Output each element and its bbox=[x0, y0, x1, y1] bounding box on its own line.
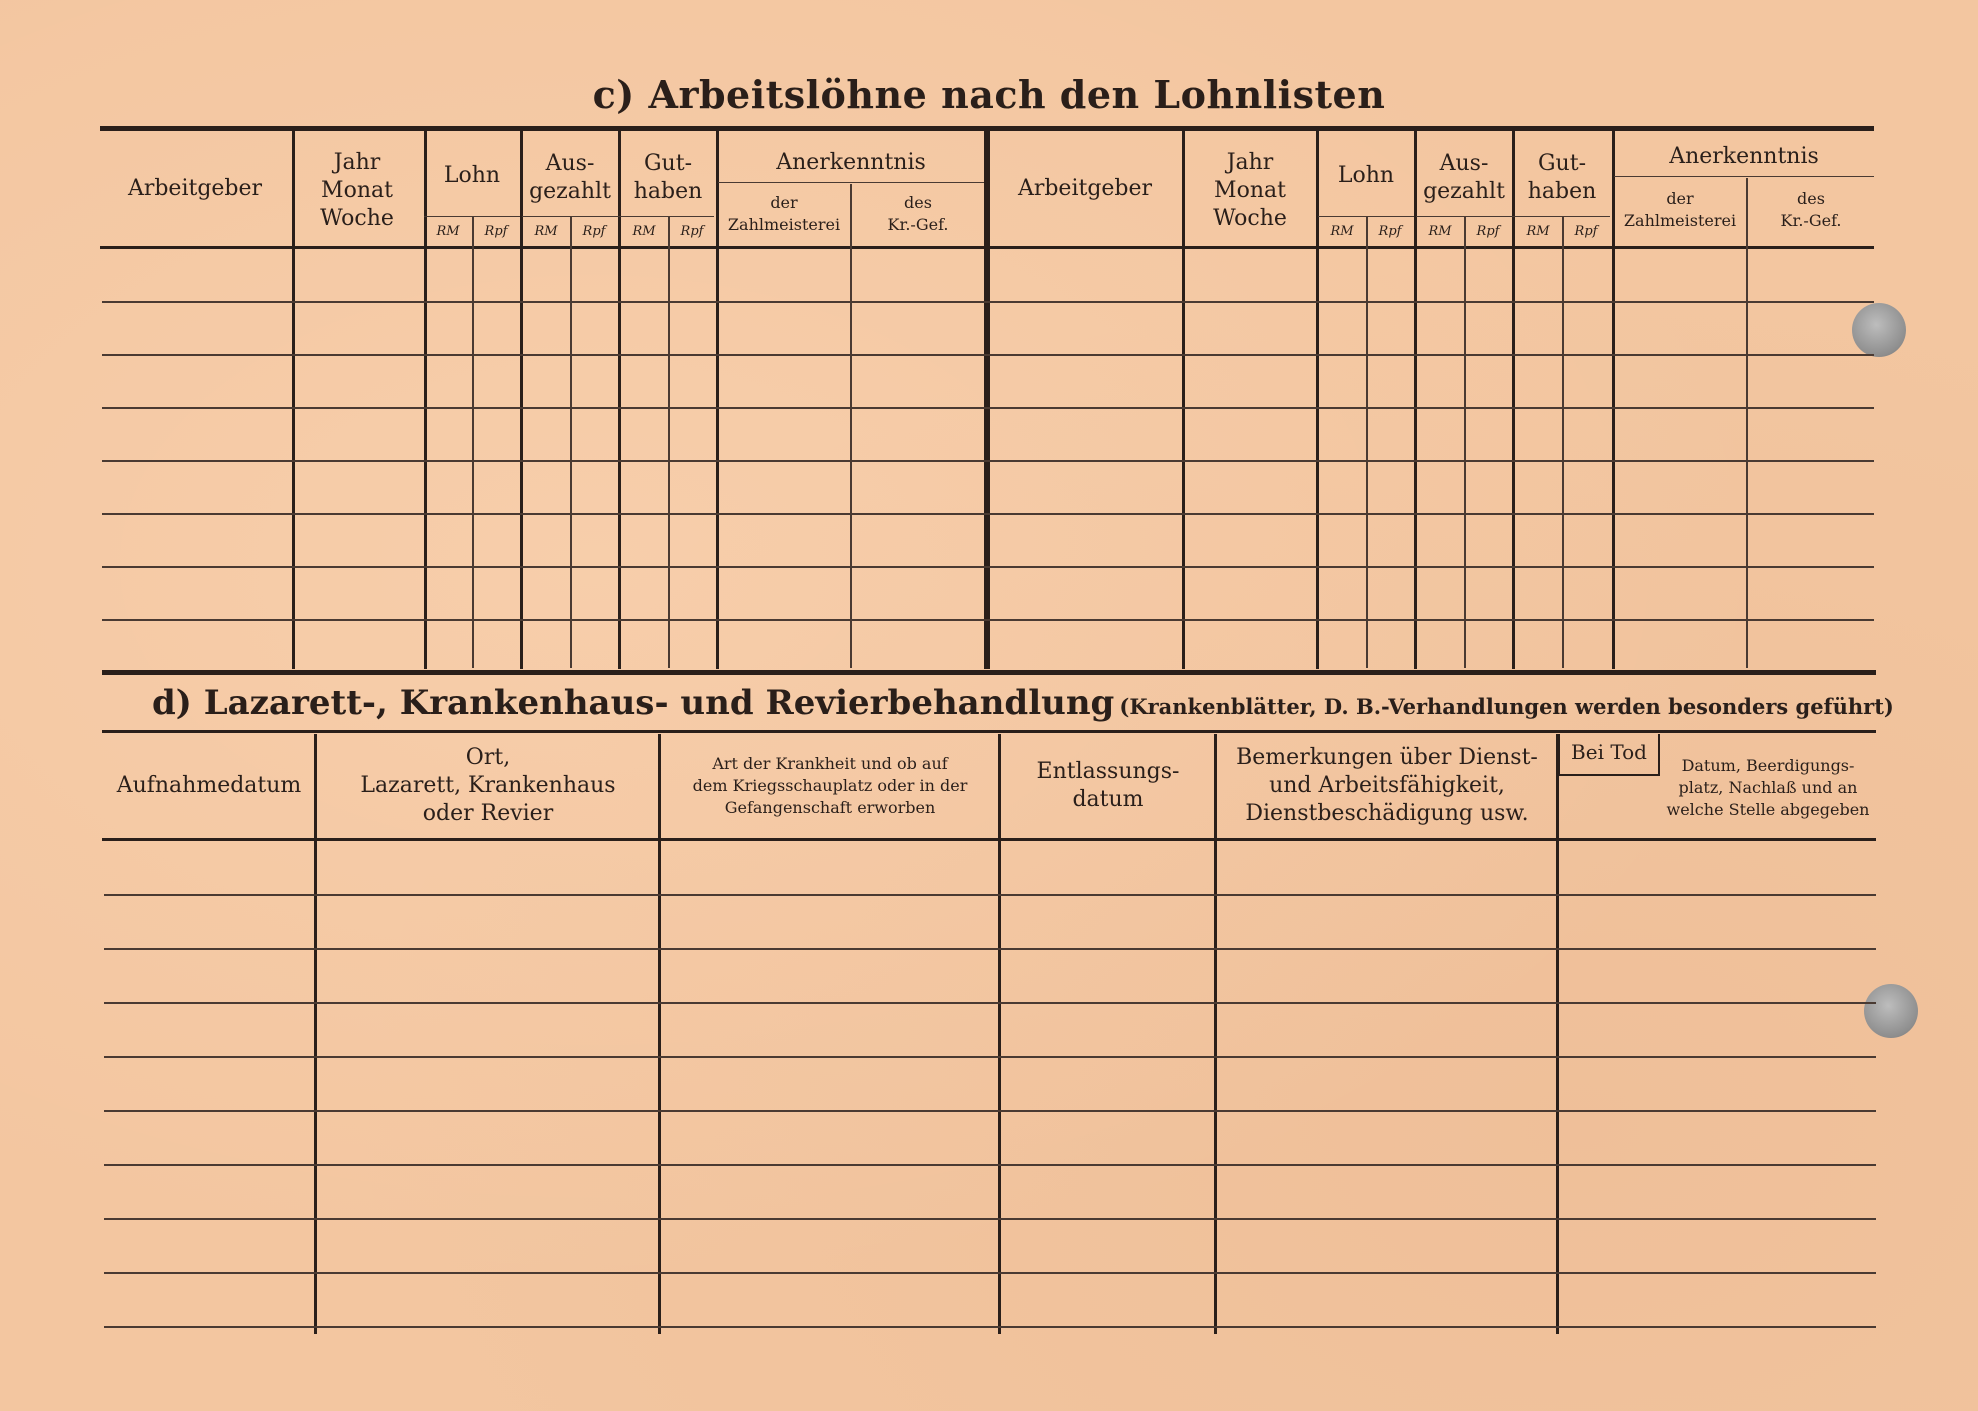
currency-subheader-rm: RM bbox=[1330, 224, 1354, 239]
col-header-datum-beerdigung: Datum, Beerdigungs- platz, Nachlaß und an welche Stelle abgegeben bbox=[1666, 756, 1870, 819]
column-rule bbox=[658, 734, 661, 1334]
col-header-art-der-krankheit: Art der Krankheit und ob auf dem Kriegsschauplatz oder in der Gefangenschaft erworben bbox=[692, 754, 968, 817]
currency-subheader-rpf: Rpf bbox=[1378, 224, 1402, 239]
row-rule bbox=[102, 566, 1874, 568]
col-header-bei-tod: Bei Tod bbox=[1558, 734, 1660, 776]
col-header-zahlmeisterei: der Zahlmeisterei bbox=[727, 193, 841, 234]
section-d-top-rule bbox=[102, 670, 1876, 675]
col-header-anerkenntnis: Anerkenntnis bbox=[776, 150, 926, 175]
row-rule bbox=[104, 1056, 1876, 1058]
col-header-zahlmeisterei-2: der Zahlmeisterei bbox=[1623, 189, 1737, 230]
subcolumn-rule bbox=[570, 216, 572, 668]
punch-hole-top bbox=[1852, 303, 1906, 357]
column-rule bbox=[1556, 734, 1559, 1334]
col-header-guthaben: Gut- haben bbox=[633, 151, 703, 204]
col-header-arbeitgeber: Arbeitgeber bbox=[127, 175, 263, 201]
row-rule bbox=[104, 1218, 1876, 1220]
currency-subheader-rpf: Rpf bbox=[484, 224, 508, 239]
col-header-kr-gef: des Kr.-Gef. bbox=[887, 193, 949, 234]
row-rule bbox=[102, 513, 1874, 515]
subcolumn-rule bbox=[472, 216, 474, 668]
subheader-rule bbox=[522, 216, 618, 217]
subheader-rule bbox=[1416, 216, 1512, 217]
currency-subheader-rm: RM bbox=[534, 224, 558, 239]
section-c-title: c) Arbeitslöhne nach den Lohnlisten bbox=[592, 72, 1386, 117]
subcolumn-rule bbox=[1464, 216, 1466, 668]
subcolumn-rule bbox=[1562, 216, 1564, 668]
subheader-rule bbox=[1318, 216, 1414, 217]
punch-hole-bottom bbox=[1864, 984, 1918, 1038]
currency-subheader-rpf: Rpf bbox=[680, 224, 704, 239]
row-rule bbox=[104, 1164, 1876, 1166]
currency-subheader-rpf: Rpf bbox=[1476, 224, 1500, 239]
row-rule bbox=[102, 407, 1874, 409]
row-rule bbox=[104, 1326, 1876, 1328]
col-header-ort: Ort, Lazarett, Krankenhaus oder Revier bbox=[360, 745, 616, 826]
subheader-rule bbox=[618, 216, 714, 217]
subcolumn-rule bbox=[850, 184, 852, 668]
column-rule bbox=[1316, 131, 1319, 669]
column-rule bbox=[314, 734, 317, 1334]
row-rule bbox=[102, 301, 1874, 303]
col-header-lohn-2: Lohn bbox=[1337, 163, 1395, 188]
currency-subheader-rpf: Rpf bbox=[1574, 224, 1598, 239]
col-header-bemerkungen: Bemerkungen über Dienst- und Arbeitsfähigkeit, Dienstbeschädigung usw. bbox=[1236, 745, 1538, 826]
subcolumn-rule bbox=[1366, 216, 1368, 668]
currency-subheader-rpf: Rpf bbox=[582, 224, 606, 239]
col-header-entlassungsdatum: Entlassungs- datum bbox=[1036, 759, 1180, 812]
col-header-jahr-monat-woche: Jahr Monat Woche bbox=[320, 150, 394, 231]
currency-subheader-rm: RM bbox=[436, 224, 460, 239]
row-rule bbox=[104, 948, 1876, 950]
row-rule bbox=[102, 460, 1874, 462]
subcolumn-rule bbox=[1746, 178, 1748, 668]
column-rule bbox=[424, 131, 427, 669]
col-header-ausgezahlt-2: Aus- gezahlt bbox=[1423, 151, 1505, 204]
section-d-note: (Krankenblätter, D. B.-Verhandlungen werden besonders geführt) bbox=[1119, 694, 1894, 719]
row-rule bbox=[104, 1110, 1876, 1112]
col-header-ausgezahlt: Aus- gezahlt bbox=[529, 151, 611, 204]
section-d-header-bottom-rule bbox=[102, 838, 1876, 841]
currency-subheader-rm: RM bbox=[1526, 224, 1550, 239]
col-header-anerkenntnis-2: Anerkenntnis bbox=[1669, 144, 1819, 169]
col-header-kr-gef-2: des Kr.-Gef. bbox=[1780, 189, 1842, 230]
currency-subheader-rm: RM bbox=[632, 224, 656, 239]
row-rule bbox=[102, 619, 1874, 621]
row-rule bbox=[102, 354, 1874, 356]
row-rule bbox=[104, 1272, 1876, 1274]
col-header-jahr-monat-woche-2: Jahr Monat Woche bbox=[1213, 150, 1287, 231]
col-header-guthaben-2: Gut- haben bbox=[1527, 151, 1597, 204]
section-d-heading bbox=[152, 683, 1894, 723]
subheader-rule bbox=[1614, 176, 1874, 177]
column-rule bbox=[998, 734, 1001, 1334]
subheader-rule bbox=[718, 182, 984, 183]
col-header-lohn: Lohn bbox=[443, 163, 501, 188]
col-header-aufnahmedatum: Aufnahmedatum bbox=[116, 773, 302, 798]
row-rule bbox=[104, 1002, 1876, 1004]
subheader-rule bbox=[424, 216, 520, 217]
subcolumn-rule bbox=[668, 216, 670, 668]
column-rule bbox=[1214, 734, 1217, 1334]
currency-subheader-rm: RM bbox=[1428, 224, 1452, 239]
section-d-header-top-rule bbox=[102, 730, 1876, 733]
subheader-rule bbox=[1512, 216, 1610, 217]
row-rule bbox=[104, 894, 1876, 896]
section-d-title: d) Lazarett-, Krankenhaus- und Revierbehandlung bbox=[152, 683, 1115, 723]
col-header-arbeitgeber-2: Arbeitgeber bbox=[1017, 175, 1153, 201]
